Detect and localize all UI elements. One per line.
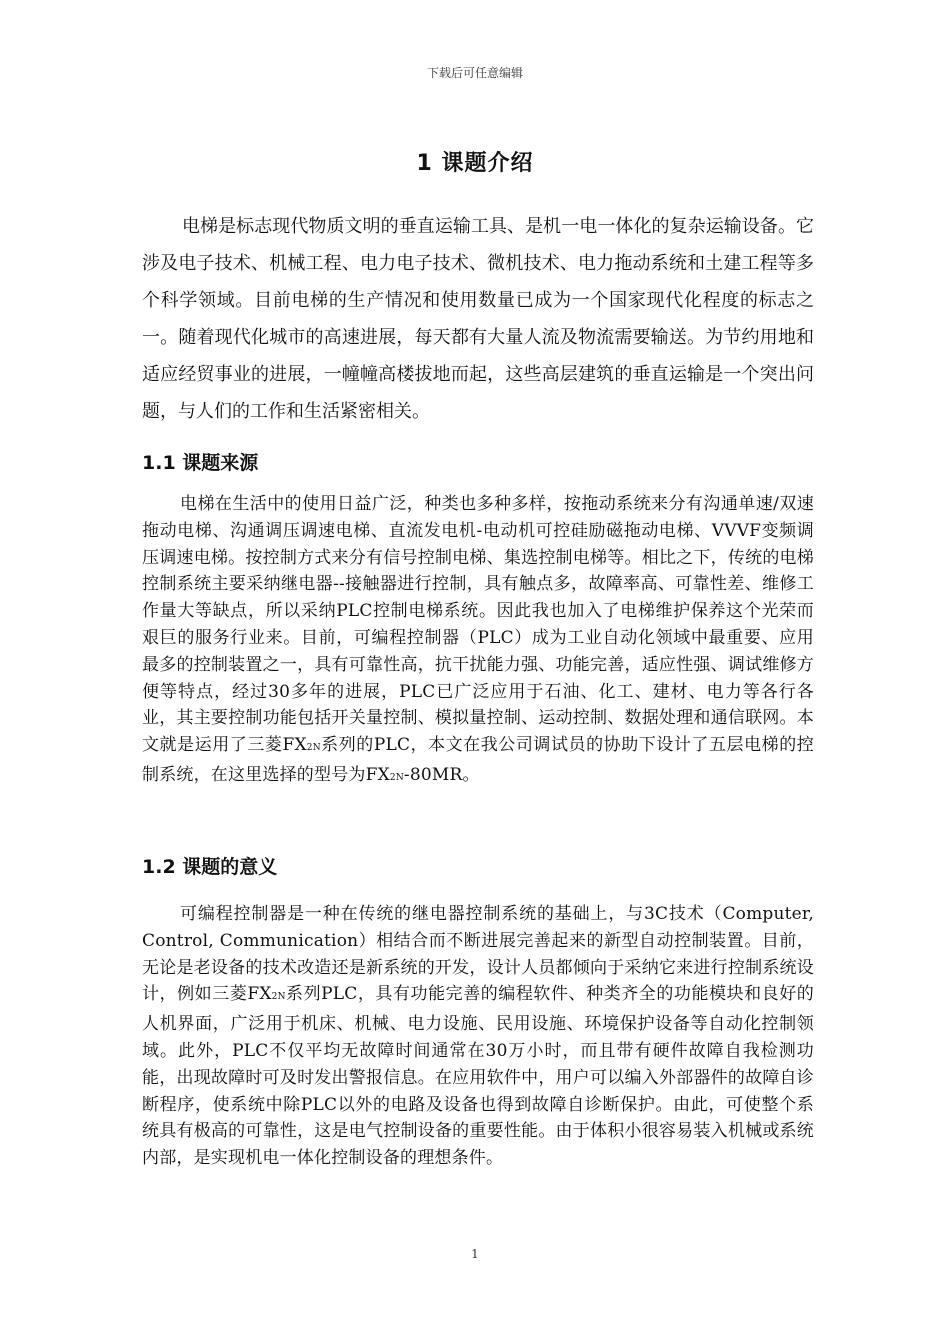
- source-paragraph: [142, 491, 814, 792]
- header-note: 下载后可任意编辑: [426, 66, 523, 80]
- source-subscript-1: 2N: [306, 743, 321, 754]
- meaning-paragraph: [142, 901, 814, 1172]
- source-text-part-1: 电梯在生活中的使用日益广泛，种类也多种多样，按拖动系统来分有沟通单速/双速拖动电梯、沟通调压调速电梯、直流发电机-电动机可控硅励磁拖动电梯、VVVF变频调压调速电梯。按控制方式来分有信号控制电梯、集选控制电梯等。相比之下，传统的电梯控制系统主要采纳继电器--接触器进行控制，具有触点多，故障率高、可靠性差、维修工作量大等缺点，所以采纳PLC控制电梯系统。因此我也加入了电梯维护保养这个光荣而艰巨的服务行业来。目前，可编程控制器（PLC）成为工业自动化领域中最重要、应用最多的控制装置之一，具有可靠性高，抗干扰能力强、功能完善，适应性强、调试维修方便等特点，经过30多年的进展，PLC已广泛应用于石油、化工、建材、电力等各行各业，其主要控制功能包括开关量控制、模拟量控制、运动控制、数据处理和通信联网。本文就是运用了三菱FX: [142, 494, 814, 756]
- intro-paragraph: 电梯是标志现代物质文明的垂直运输工具、是机一电一体化的复杂运输设备。它涉及电子技术、机械工程、电力电子技术、微机技术、电力拖动系统和土建工程等多个科学领域。目前电梯的生产情况和使用数量已成为一个国家现代化程度的标志之一。随着现代化城市的高速进展，每天都有大量人流及物流需要输送。为节约用地和适应经贸事业的进展，一幢幢高楼拔地而起，这些高层建筑的垂直运输是一个突出问题，与人们的工作和生活紧密相关。: [142, 216, 814, 422]
- meaning-subscript-1: 2N: [271, 992, 286, 1003]
- meaning-text-part-2: 系列PLC，具有功能完善的编程软件、种类齐全的功能模块和良好的人机界面，广泛用于机床、机械、电力设施、民用设施、环境保护设备等自动化控制领域。此外，PLC不仅平均无故障时间通常在30万小时，而且带有硬件故障自我检测功能，出现故障时可及时发出警报信息。在应用软件中，用户可以编入外部器件的故障自诊断程序，使系统中除PLC以外的电路及设备也得到故障自诊断保护。由此，可使整个系统具有极高的可靠性，这是电气控制设备的重要性能。由于体积小很容易装入机械或系统内部，是实现机电一体化控制设备的理想条件。: [142, 984, 815, 1169]
- source-text-part-3: -80MR。: [403, 764, 480, 785]
- source-subscript-2: 2N: [389, 772, 404, 783]
- chapter-title: 1 课题介绍: [416, 151, 534, 176]
- section-heading-meaning: 1.2 课题的意义: [142, 856, 278, 878]
- page-number: 1: [471, 1247, 479, 1261]
- meaning-text-part-1: 可编程控制器是一种在传统的继电器控制系统的基础上，与3C技术（Computer, Control, Communication）相结合而不断进展完善起来的新型自动控制装置。目前，无论是老设备的技术改造还是新系统的开发，设计人员都倾向于采纳它来进行控制系统设计，例如三菱FX: [142, 904, 814, 1005]
- section-heading-source: 1.1 课题来源: [142, 452, 259, 474]
- source-text-part-2: 系列的PLC，本文在我公司调试员的协助下设计了五层电梯的控制系统，在这里选择的型号为FX: [142, 735, 814, 785]
